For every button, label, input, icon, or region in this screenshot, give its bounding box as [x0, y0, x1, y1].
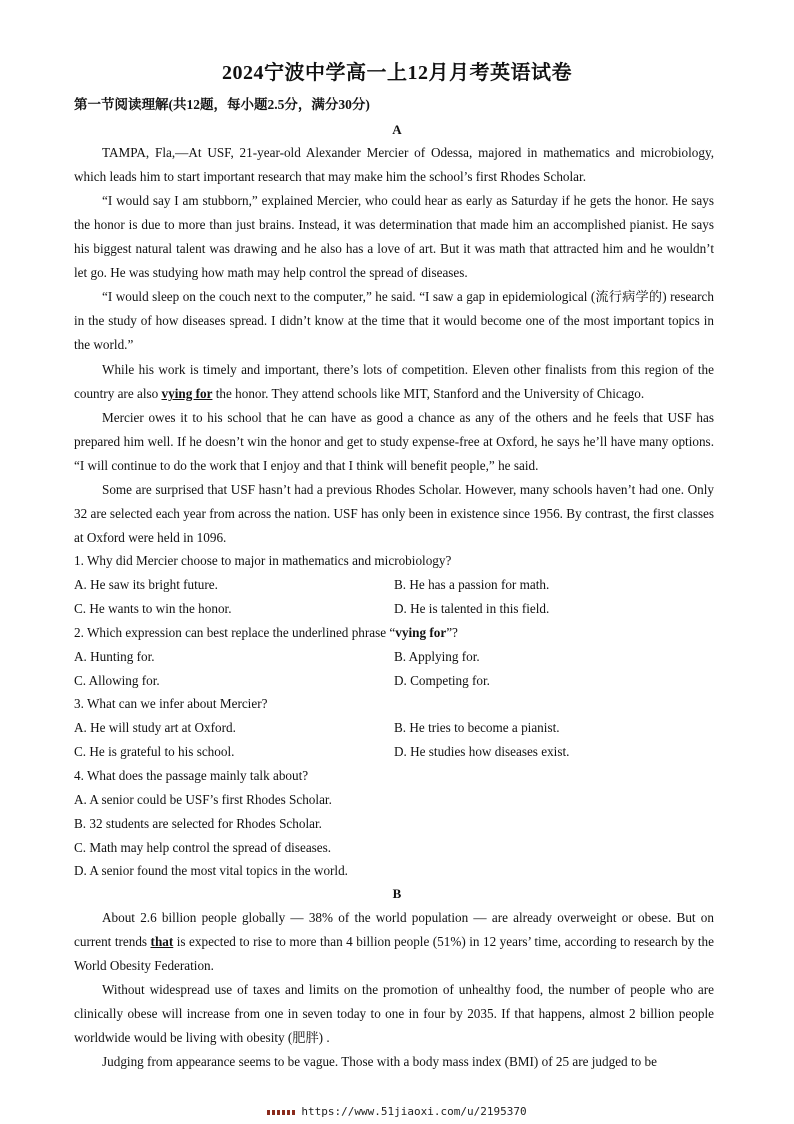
q2-option-a: A. Hunting for. — [74, 649, 155, 664]
passage-a-paragraph-1: TAMPA, Fla,—At USF, 21-year-old Alexander Mercier of Odessa, majored in mathematics and microbiology, which leads him to start important research that may make him the school’s first Rhodes Scholar. — [74, 145, 714, 184]
q1-option-d: D. He is talented in this field. — [394, 601, 550, 616]
passage-a-paragraph-2: “I would say I am stubborn,” explained Mercier, who could hear as early as Saturday if he gets the honor. He says the honor is due to more than just brains. Instead, it was determination that made him an accomplished pianist. He says his biggest natural talent was drawing and he also has a love of art. But it was math that attracted him and he wouldn’t let go. He was studying how math may help control the spread of diseases. — [74, 193, 714, 280]
passage-a-paragraph-4: While his work is timely and important, there’s lots of competition. Eleven other finalists from this region of the country are also vying for the honor. They attend schools like MIT, Stanford and the University of Chicago. — [74, 362, 714, 401]
underlined-word: that — [150, 934, 174, 949]
q4-option-b: B. 32 students are selected for Rhodes Scholar. — [74, 816, 322, 831]
passage-b-paragraph-1: About 2.6 billion people globally — 38% of the world population — are already overweight or obese. But on current trends that is expected to rise to more than 4 billion people (51%) in 12 years’ time, according to research by the World Obesity Federation. — [74, 910, 714, 973]
passage-a-paragraph-3: “I would sleep on the couch next to the computer,” he said. “I saw a gap in epidemiological (流行病学的) research in the study of how diseases spread. I didn’t know at the time that it would become one of the most important topics in the world.” — [74, 289, 714, 352]
question-1-stem: 1. Why did Mercier choose to major in mathematics and microbiology? — [74, 553, 452, 568]
q3-option-c: C. He is grateful to his school. — [74, 744, 235, 759]
passage-b-paragraph-2: Without widespread use of taxes and limits on the promotion of unhealthy food, the number of people who are clinically obese will increase from one in seven today to one in four by 2035. If that happens, almost 2 billion people worldwide would be living with obesity (肥胖) . — [74, 982, 714, 1045]
q2-option-c: C. Allowing for. — [74, 673, 160, 688]
section-heading: 第一节阅读理解(共12题，每小题2.5分，满分30分) — [74, 97, 370, 112]
passage-a-paragraph-5: Mercier owes it to his school that he can have as good a chance as any of the others and he feels that USF has prepared him well. If he doesn’t win the honor and get to study expense-free at Oxford, he says he’ll have many options. “I will continue to do the work that I enjoy and that I think will benefit people,” he said. — [74, 410, 714, 473]
q3-option-b: B. He tries to become a pianist. — [394, 720, 560, 735]
passage-a-label: A — [392, 122, 402, 137]
q4-option-d: D. A senior found the most vital topics in the world. — [74, 863, 348, 878]
q2-option-d: D. Competing for. — [394, 673, 490, 688]
q1-option-c: C. He wants to win the honor. — [74, 601, 232, 616]
q3-option-d: D. He studies how diseases exist. — [394, 744, 570, 759]
q1-option-b: B. He has a passion for math. — [394, 577, 550, 592]
site-logo-icon — [267, 1110, 297, 1115]
footer — [0, 1105, 794, 1118]
q4-option-c: C. Math may help control the spread of diseases. — [74, 840, 332, 855]
q2-option-b: B. Applying for. — [394, 649, 480, 664]
q1-option-a: A. He saw its bright future. — [74, 577, 218, 592]
underlined-phrase: vying for — [161, 386, 213, 401]
q3-option-a: A. He will study art at Oxford. — [74, 720, 236, 735]
passage-b-label: B — [392, 886, 402, 901]
question-3-stem: 3. What can we infer about Mercier? — [74, 696, 268, 711]
question-2-stem: 2. Which expression can best replace the underlined phrase “vying for”? — [74, 625, 458, 640]
footer-url-link[interactable]: https://www.51jiaoxi.com/u/2195370 — [301, 1105, 527, 1118]
q4-option-a: A. A senior could be USF’s first Rhodes Scholar. — [74, 792, 332, 807]
passage-b-paragraph-3: Judging from appearance seems to be vague. Those with a body mass index (BMI) of 25 are judged to be — [102, 1054, 657, 1069]
page-title: 2024宁波中学高一上12月月考英语试卷 — [222, 62, 572, 84]
question-4-stem: 4. What does the passage mainly talk about? — [74, 768, 309, 783]
passage-a-paragraph-6: Some are surprised that USF hasn’t had a previous Rhodes Scholar. However, many schools haven’t had one. Only 32 are selected each year from across the nation. USF has only been in existence since 1956. By contrast, the first classes at Oxford were held in 1096. — [74, 482, 714, 545]
